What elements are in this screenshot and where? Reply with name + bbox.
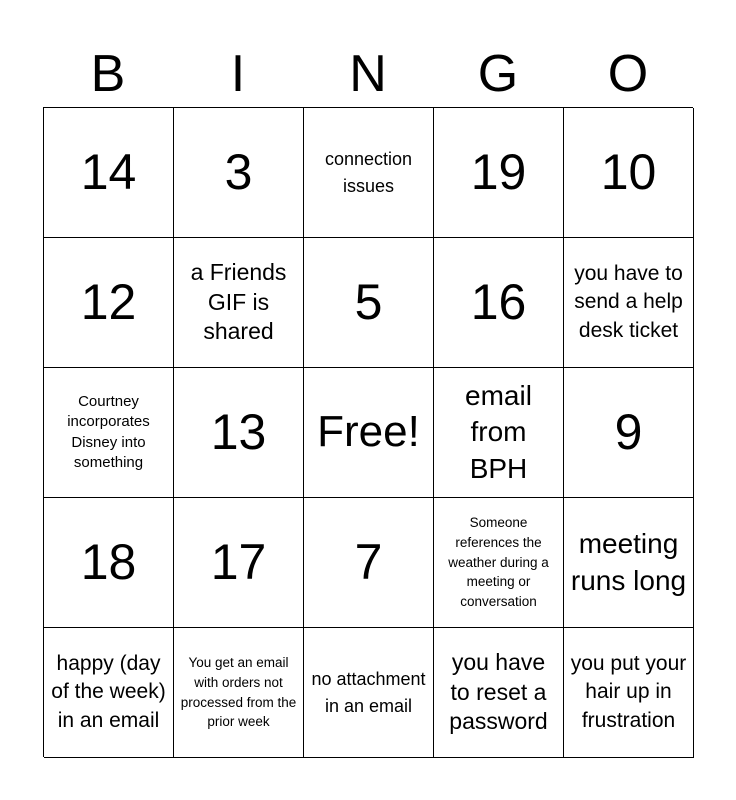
bingo-cell[interactable]: no attachment in an email bbox=[304, 628, 434, 758]
bingo-cell[interactable]: email from BPH bbox=[434, 368, 564, 498]
bingo-cell[interactable]: 3 bbox=[174, 108, 304, 238]
bingo-cell[interactable]: 7 bbox=[304, 498, 434, 628]
bingo-header bbox=[43, 40, 693, 108]
bingo-cell[interactable]: 13 bbox=[174, 368, 304, 498]
bingo-cell[interactable]: you have to reset a password bbox=[434, 628, 564, 758]
bingo-cell[interactable]: 19 bbox=[434, 108, 564, 238]
bingo-cell[interactable]: 12 bbox=[44, 238, 174, 368]
bingo-cell[interactable]: you put your hair up in frustration bbox=[564, 628, 694, 758]
bingo-cell[interactable]: 14 bbox=[44, 108, 174, 238]
free-space-cell[interactable]: Free! bbox=[304, 368, 434, 498]
bingo-cell[interactable]: You get an email with orders not processed from the prior week bbox=[174, 628, 304, 758]
bingo-cell[interactable]: Courtney incorporates Disney into something bbox=[44, 368, 174, 498]
bingo-cell[interactable]: 9 bbox=[564, 368, 694, 498]
header-letter-b: B bbox=[90, 45, 126, 103]
bingo-cell[interactable]: 5 bbox=[304, 238, 434, 368]
header-letter-i: I bbox=[230, 45, 246, 103]
header-letter-g: G bbox=[477, 45, 519, 103]
bingo-cell[interactable]: a Friends GIF is shared bbox=[174, 238, 304, 368]
bingo-grid bbox=[43, 107, 693, 757]
bingo-cell[interactable]: 18 bbox=[44, 498, 174, 628]
bingo-cell[interactable]: 17 bbox=[174, 498, 304, 628]
bingo-cell[interactable]: meeting runs long bbox=[564, 498, 694, 628]
bingo-cell[interactable]: connection issues bbox=[304, 108, 434, 238]
bingo-cell[interactable]: Someone references the weather during a meeting or conversation bbox=[434, 498, 564, 628]
bingo-cell[interactable]: 16 bbox=[434, 238, 564, 368]
header-letter-n: N bbox=[349, 45, 387, 103]
header-letter-o: O bbox=[607, 45, 649, 103]
bingo-cell[interactable]: happy (day of the week) in an email bbox=[44, 628, 174, 758]
bingo-cell[interactable]: 10 bbox=[564, 108, 694, 238]
bingo-cell[interactable]: you have to send a help desk ticket bbox=[564, 238, 694, 368]
